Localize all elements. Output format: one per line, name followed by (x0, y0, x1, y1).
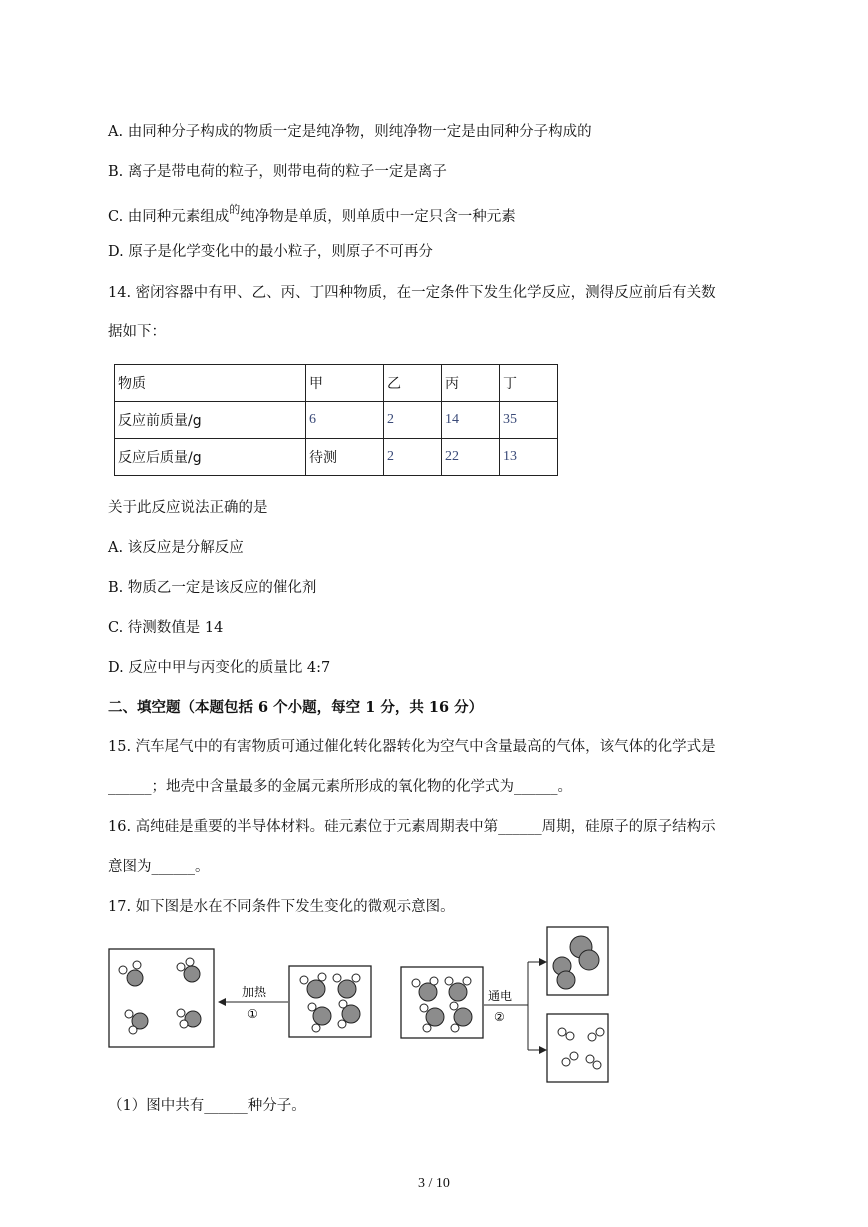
q14-option-c: C. 待测数值是 14 (108, 620, 224, 636)
water-molecule (125, 1010, 148, 1034)
q17-stem: 17. 如下图是水在不同条件下发生变化的微观示意图。 (108, 899, 455, 915)
water-molecule (412, 977, 438, 1001)
table-cell: 2 (384, 439, 442, 476)
arrow2-label: 通电 (488, 989, 513, 1003)
water-molecule (119, 961, 143, 986)
q13-option-c-superscript: 的 (229, 203, 241, 216)
hydrogen-molecules (558, 1028, 604, 1069)
table-cell: 14 (442, 402, 500, 439)
table-header-cell: 乙 (384, 365, 442, 402)
q13-option-d: D. 原子是化学变化中的最小粒子，则原子不可再分 (108, 244, 433, 260)
water-molecule-diagram (100, 920, 620, 1090)
table-cell: 6 (306, 402, 384, 439)
water-molecule (300, 973, 326, 998)
table-cell: 35 (500, 402, 558, 439)
table-header-cell: 丁 (500, 365, 558, 402)
q15-line2: ______；地壳中含量最多的金属元素所形成的氧化物的化学式为______。 (108, 779, 572, 795)
q14-option-a: A. 该反应是分解反应 (108, 540, 244, 556)
table-row (115, 402, 558, 439)
page-number: 3 / 10 (418, 1176, 450, 1191)
q14-option-b: B. 物质乙一定是该反应的催化剂 (108, 580, 317, 596)
water-molecule (177, 1009, 201, 1028)
q14-data-table (114, 364, 558, 476)
table-header-cell: 物质 (115, 365, 306, 402)
box-hydrogen (547, 1014, 608, 1082)
table-cell: 22 (442, 439, 500, 476)
q16-line1: 16. 高纯硅是重要的半导体材料。硅元素位于元素周期表中第______周期，硅原子的原子结构示 (108, 819, 716, 835)
section-heading: 二、填空题（本题包括 6 个小题，每空 1 分，共 16 分） (108, 699, 484, 716)
water-molecule (338, 1000, 360, 1028)
arrow1-number: ① (247, 1007, 258, 1021)
table-row (115, 439, 558, 476)
q13-option-b: B. 离子是带电荷的粒子，则带电荷的粒子一定是离子 (108, 164, 447, 180)
water-molecule (450, 1002, 472, 1032)
oxygen-molecule (553, 936, 599, 989)
q17-sub1: （1）图中共有______种分子。 (108, 1098, 306, 1114)
table-cell: 反应后质量/g (115, 439, 306, 476)
arrow1-label: 加热 (242, 985, 267, 999)
water-molecule (445, 977, 471, 1001)
arrow2-number: ② (494, 1010, 505, 1024)
table-cell: 待测 (306, 439, 384, 476)
q14-stem-line2: 据如下： (108, 324, 166, 340)
q14-stem-line1: 14. 密闭容器中有甲、乙、丙、丁四种物质，在一定条件下发生化学反应，测得反应前后有关数 (108, 285, 716, 301)
water-molecule (420, 1004, 444, 1032)
box-water-vapor (109, 949, 214, 1047)
q14-option-d: D. 反应中甲与丙变化的质量比 4:7 (108, 660, 331, 676)
water-molecule (333, 974, 360, 998)
q15-line1: 15. 汽车尾气中的有害物质可通过催化转化器转化为空气中含量最高的气体，该气体的化学式是 (108, 739, 716, 755)
table-cell: 2 (384, 402, 442, 439)
q16-line2: 意图为______。 (108, 859, 210, 875)
water-molecule (177, 958, 200, 982)
q13-option-c-start: C. 由同种元素组成 (108, 208, 230, 225)
table-header-cell: 丙 (442, 365, 500, 402)
table-cell: 13 (500, 439, 558, 476)
q14-question: 关于此反应说法正确的是 (108, 500, 268, 516)
water-molecule (308, 1003, 331, 1032)
q13-option-c-end: 纯净物是单质，则单质中一定只含一种元素 (240, 208, 516, 225)
q13-option-c (108, 202, 516, 227)
table-header-row (115, 365, 558, 402)
box-water-electrolysis (401, 967, 483, 1038)
table-header-cell: 甲 (306, 365, 384, 402)
table-cell: 反应前质量/g (115, 402, 306, 439)
q13-option-a: A. 由同种分子构成的物质一定是纯净物，则纯净物一定是由同种分子构成的 (108, 124, 592, 140)
